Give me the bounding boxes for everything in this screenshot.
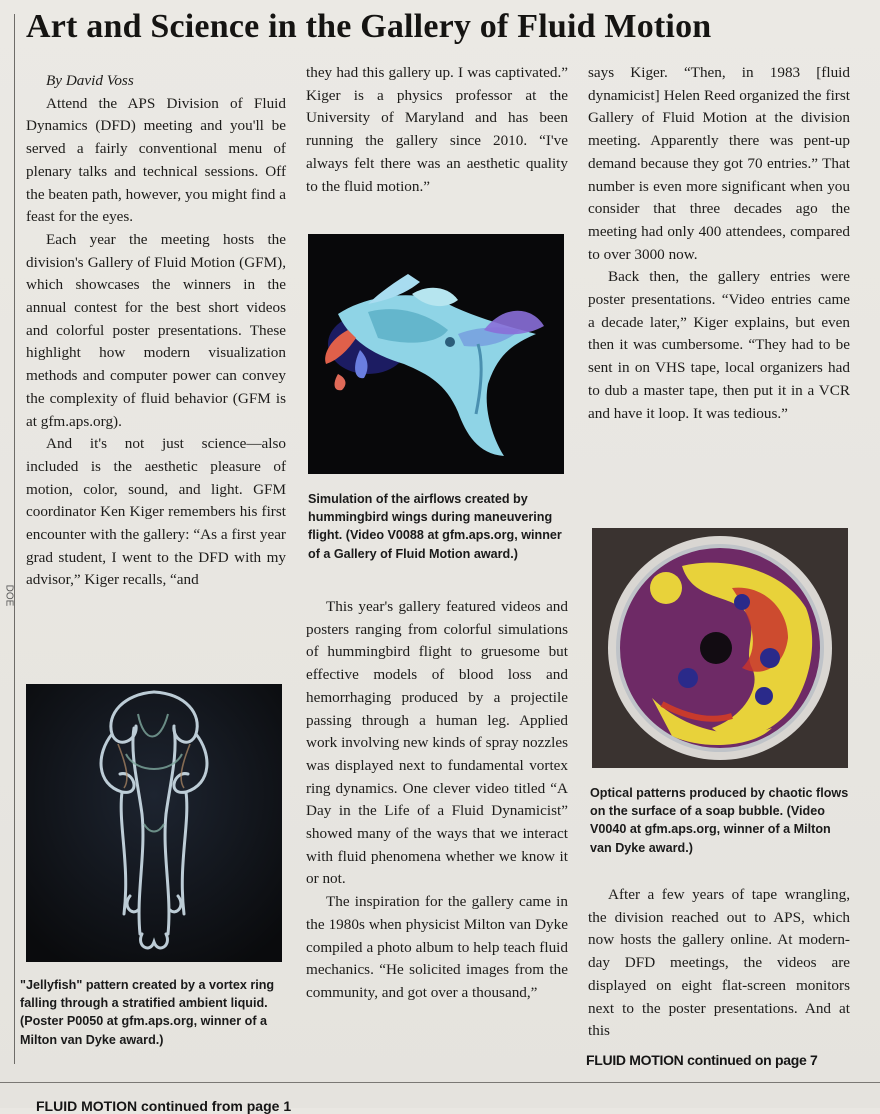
column-3-top (588, 62, 850, 425)
paragraph: Back then, the gallery entries were poster presentations. “Video entries came a decade later,” Kiger explains, but even then it was cumbersome. “They had to be sent in on VHS tape, local organizers had to dub a master tape, then put it in a VCR and have it loop. It was tedious.” (588, 268, 850, 422)
bubble-caption: Optical patterns produced by chaotic flows on the surface of a soap bubble. (Video V0040 at gfm.aps.org, winner of a Milton van Dyke award.) (590, 786, 849, 855)
byline: By David Voss (46, 72, 134, 89)
jellyfish-image (26, 684, 282, 962)
jellyfish-caption: "Jellyfish" pattern created by a vortex ring falling through a stratified ambient liquid. (Poster P0050 at gfm.aps.org, winner of a Milton van Dyke award.) (20, 978, 275, 1047)
hummingbird-caption: Simulation of the airflows created by hummingbird wings during maneuvering flight. (Video V0088 at gfm.aps.org, winner of a Gallery of Fluid Motion award.) (308, 492, 562, 561)
paragraph: After a few years of tape wrangling, the division reached out to APS, which now hosts the gallery online. At modern-day DFD meetings, the videos are displayed on eight flat-screen monitors next to the poster presentations. And at this (588, 886, 850, 1040)
paragraph: they had this gallery up. I was captivated.” Kiger is a physics professor at the University of Maryland and has been running the gallery since 2010. “I've always felt there was an aesthetic quality to the fluid motion.” (306, 64, 568, 195)
soap-bubble-photo (592, 528, 848, 768)
bottom-rule (0, 1082, 880, 1083)
column-3-bottom (588, 884, 850, 1043)
hummingbird-photo (308, 234, 564, 474)
continued-from-notice: FLUID MOTION continued from page 1 (36, 1098, 292, 1114)
paragraph: Attend the APS Division of Fluid Dynamics (DFD) meeting and you'll be served a fairly conventional menu of plenary talks and technical sessions. Off the beaten path, however, you might find a feast for the eyes. (26, 94, 286, 226)
paragraph: Each year the meeting hosts the division's Gallery of Fluid Motion (GFM), which showcases the winners in the annual contest for the best short videos and colorful poster presentations. These highlight how modern visualization methods and computer power can convey the complexity of fluid behavior (GFM is at gfm.aps.org). (26, 230, 286, 430)
paragraph: And it's not just science—also included is the aesthetic pleasure of motion, color, sound, and light. GFM coordinator Ken Kiger remembers his first encounter with the gallery: “As a first year grad student, I went to the DFD with my advisor,” Kiger recalls, “and (26, 435, 286, 589)
column-2-top (306, 62, 568, 198)
paragraph: The inspiration for the gallery came in the 1980s when physicist Milton van Dyke compiled a photo album to help teach fluid mechanics. “He solicited images from the community, and got over a thousand,” (306, 893, 568, 1001)
left-margin-rule (14, 14, 15, 1064)
paragraph: This year's gallery featured videos and posters ranging from colorful simulations of hummingbird flight to gruesome but effective models of blood loss and hemorrhaging produced by a projectile passing through a human leg. Applied work involving new kinds of spray nozzles was displayed next to fundamental vortex ring dynamics. One clever video titled “A Day in the Life of a Fluid Dynamicist” showed many of the ways that we interact with fluid phenomena whether we know it or not. (306, 598, 568, 888)
hummingbird-image (308, 234, 564, 474)
column-1 (26, 70, 286, 592)
paragraph: says Kiger. “Then, in 1983 [fluid dynamicist] Helen Reed organized the first Gallery of Fluid Motion at the division meeting. Apparently there was pent-up demand because they got 70 entries.” That number is even more significant when you consider that three decades ago the meeting had only 400 attendees, compared to over 3000 now. (588, 64, 850, 263)
continued-on-notice: FLUID MOTION continued on page 7 (586, 1052, 818, 1068)
jellyfish-photo (26, 684, 282, 962)
margin-mark: DOE (3, 584, 15, 607)
soap-bubble-image (592, 528, 848, 768)
column-2-bottom (306, 596, 568, 1005)
article-title: Art and Science in the Gallery of Fluid Motion (26, 8, 712, 45)
